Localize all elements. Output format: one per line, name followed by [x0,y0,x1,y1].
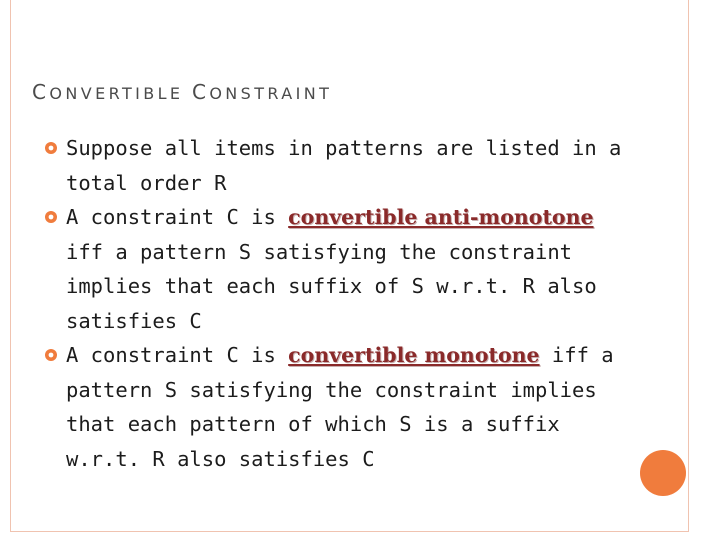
bullet-text-pre: A constraint C is [66,343,289,367]
slide-title [32,80,332,104]
title-word-2: ONSTRAINT [209,84,333,103]
title-initial-2: C [191,80,210,104]
highlighted-term: convertible anti-monotone [288,205,594,229]
title-initial-1: C [32,80,50,104]
bullet-item-2 [44,200,634,338]
circle-bullet-icon [44,348,58,362]
bullet-item-3 [44,338,634,476]
bullet-list [44,131,634,476]
bullet-text: Suppose all items in patterns are listed in a total order R [66,136,622,195]
bullet-text-post: iff a pattern S satisfying the constraint implies that each pattern of which S is a suffix w.r.t. R also satisfies C [66,343,614,471]
circle-bullet-icon [44,141,58,155]
bullet-text-pre: A constraint C is [66,205,289,229]
decorative-orange-circle [640,450,686,496]
bullet-item-1 [44,131,634,200]
highlighted-term: convertible monotone [288,343,540,367]
circle-bullet-icon [44,210,58,224]
bullet-text-post: iff a pattern S satisfying the constraint implies that each suffix of S w.r.t. R also satisfies C [66,239,597,333]
title-word-1: ONVERTIBLE [49,84,192,103]
